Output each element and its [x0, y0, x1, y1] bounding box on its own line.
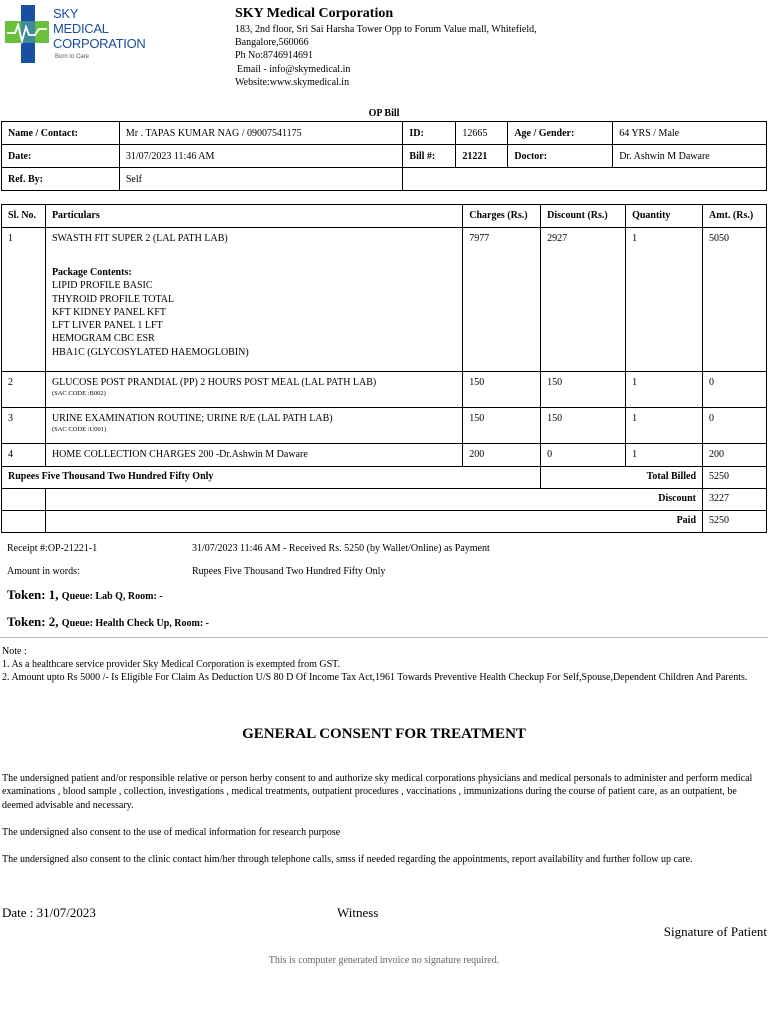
col-amount: Amt. (Rs.)	[703, 205, 767, 228]
token-label: Token: 2,	[7, 614, 59, 629]
item-name: URINE EXAMINATION ROUTINE; URINE R/E (LAL PATH LAB)	[51, 413, 333, 424]
item-charges: 150	[463, 372, 541, 408]
total-billed-row	[2, 467, 767, 489]
item-discount: 2927	[541, 228, 626, 372]
package-contents	[52, 266, 456, 359]
company-name: SKY Medical Corporation	[235, 6, 394, 21]
logo-text-line2: MEDICAL	[53, 21, 109, 36]
table-row	[2, 228, 767, 372]
empty-cell	[2, 511, 46, 533]
id-label: ID:	[403, 122, 456, 145]
doctor-label: Doctor:	[508, 145, 613, 168]
date-label: Date:	[2, 145, 120, 168]
total-billed-value: 5250	[703, 467, 767, 489]
item-particulars	[45, 372, 462, 408]
item-name: GLUCOSE POST PRANDIAL (PP) 2 HOURS POST MEAL (LAL PATH LAB)	[51, 377, 377, 388]
footer-note: This is computer generated invoice no signature required.	[268, 955, 500, 966]
item-sl: 1	[2, 228, 46, 372]
amount-words-value: Rupees Five Thousand Two Hundred Fifty Only	[192, 566, 386, 577]
id-value: 12665	[456, 122, 508, 145]
col-discount: Discount (Rs.)	[541, 205, 626, 228]
discount-value: 3227	[703, 489, 767, 511]
company-website: Website:www.skymedical.in	[235, 77, 350, 88]
receipt-payment: 31/07/2023 11:46 AM - Received Rs. 5250 (by Wallet/Online) as Payment	[192, 543, 490, 554]
ref-empty-cell	[403, 168, 767, 191]
package-item: HBA1C (GLYCOSYLATED HAEMOGLOBIN)	[51, 346, 249, 358]
note-line2: 2. Amount upto Rs 5000 /- Is Eligible For Claim As Deduction U/S 80 D Of Income Tax Act,1961 Towards Preventive Health Checkup For Self,Spouse,Dependent Children And Parents.	[2, 672, 748, 683]
paid-value: 5250	[703, 511, 767, 533]
table-row	[2, 372, 767, 408]
receipt-number: Receipt #:OP-21221-1	[7, 543, 98, 554]
logo-text-line1: SKY	[53, 6, 79, 21]
patient-row-name	[2, 122, 767, 145]
patient-info-table	[1, 121, 767, 191]
consent-title: GENERAL CONSENT FOR TREATMENT	[242, 726, 526, 742]
item-amount: 5050	[703, 228, 767, 372]
item-quantity: 1	[626, 228, 703, 372]
item-quantity: 1	[626, 372, 703, 408]
package-item: LFT LIVER PANEL 1 LFT	[51, 320, 163, 332]
col-quantity: Quantity	[626, 205, 703, 228]
patient-signature-label: Signature of Patient	[663, 924, 767, 939]
company-email: Email - info@skymedical.in	[237, 64, 351, 75]
amount-in-words: Rupees Five Thousand Two Hundred Fifty Only	[2, 467, 541, 489]
item-charges: 200	[463, 444, 541, 467]
bill-value: 21221	[456, 145, 508, 168]
consent-date: Date : 31/07/2023	[2, 905, 96, 920]
item-particulars	[45, 408, 462, 444]
col-sl: Sl. No.	[2, 205, 46, 228]
total-billed-label: Total Billed	[541, 467, 703, 489]
item-discount: 150	[541, 408, 626, 444]
item-discount: 150	[541, 372, 626, 408]
item-quantity: 1	[626, 408, 703, 444]
token-detail: Queue: Health Check Up, Room: -	[61, 618, 210, 629]
ref-value: Self	[119, 168, 403, 191]
witness-label: Witness	[337, 905, 379, 920]
item-amount: 0	[703, 372, 767, 408]
age-value: 64 YRS / Male	[613, 122, 767, 145]
item-particulars	[45, 228, 462, 372]
consent-para3: The undersigned also consent to the clinic contact him/her through telephone calls, smss if needed regarding the appointments, report availability and further follow up care.	[2, 854, 693, 865]
company-logo	[5, 5, 146, 65]
empty-cell	[2, 489, 46, 511]
token-label: Token: 1,	[7, 587, 59, 602]
item-discount: 0	[541, 444, 626, 467]
token-1	[7, 587, 163, 603]
ref-label: Ref. By:	[2, 168, 120, 191]
table-row	[2, 408, 767, 444]
logo-cross-icon	[5, 5, 49, 63]
name-label: Name / Contact:	[2, 122, 120, 145]
note-title: Note :	[2, 646, 27, 657]
col-charges: Charges (Rs.)	[463, 205, 541, 228]
consent-para1: The undersigned patient and/or responsible relative or person herby consent to and authorize sky medical corporations physicians and medical personals to administer and perform medical examinations , blood sample , collection, investigations , medical treatments, outpatient procedures , vaccinations , immunizations during the course of patient care, as an outpatient, be deemed advisable and necessary.	[2, 773, 753, 811]
item-sl: 3	[2, 408, 46, 444]
discount-label: Discount	[45, 489, 702, 511]
item-name: SWASTH FIT SUPER 2 (LAL PATH LAB)	[51, 233, 228, 244]
item-amount: 200	[703, 444, 767, 467]
package-item: THYROID PROFILE TOTAL	[51, 293, 175, 305]
company-phone: Ph No:8746914691	[235, 50, 314, 61]
col-particulars: Particulars	[45, 205, 462, 228]
item-sl: 4	[2, 444, 46, 467]
token-2	[7, 614, 209, 630]
item-sac-code: (SAC CODE :U001)	[51, 426, 107, 433]
item-charges: 7977	[463, 228, 541, 372]
paid-row	[2, 511, 767, 533]
package-item: HEMOGRAM CBC ESR	[51, 333, 155, 345]
company-address-line2: Bangalore,560066	[235, 37, 309, 48]
package-item: KFT KIDNEY PANEL KFT	[51, 306, 166, 318]
bill-title: OP Bill	[368, 108, 400, 119]
token-detail: Queue: Lab Q, Room: -	[61, 591, 163, 602]
item-name: HOME COLLECTION CHARGES 200 -Dr.Ashwin M Daware	[45, 444, 462, 467]
name-value: Mr . TAPAS KUMAR NAG / 09007541175	[119, 122, 403, 145]
bill-items-table	[1, 204, 767, 533]
item-sac-code: (SAC CODE :B002)	[51, 390, 106, 397]
divider	[0, 637, 768, 638]
discount-row	[2, 489, 767, 511]
age-label: Age / Gender:	[508, 122, 613, 145]
doctor-value: Dr. Ashwin M Daware	[613, 145, 767, 168]
note-line1: 1. As a healthcare service provider Sky Medical Corporation is exempted from GST.	[2, 659, 341, 670]
consent-para2: The undersigned also consent to the use of medical information for research purpose	[2, 827, 341, 838]
patient-row-date	[2, 145, 767, 168]
package-item: LIPID PROFILE BASIC	[51, 280, 153, 292]
items-header-row	[2, 205, 767, 228]
date-value: 31/07/2023 11:46 AM	[119, 145, 403, 168]
item-quantity: 1	[626, 444, 703, 467]
patient-row-ref	[2, 168, 767, 191]
paid-label: Paid	[45, 511, 702, 533]
package-label: Package Contents:	[51, 267, 132, 278]
logo-tagline: Born to Care	[55, 54, 90, 60]
logo-text-line3: CORPORATION	[53, 36, 146, 51]
item-charges: 150	[463, 408, 541, 444]
table-row	[2, 444, 767, 467]
item-sl: 2	[2, 372, 46, 408]
bill-label: Bill #:	[403, 145, 456, 168]
item-amount: 0	[703, 408, 767, 444]
amount-words-label: Amount in words:	[7, 566, 80, 577]
company-address-line1: 183, 2nd floor, Sri Sai Harsha Tower Opp to Forum Value mall, Whitefield,	[235, 24, 537, 35]
